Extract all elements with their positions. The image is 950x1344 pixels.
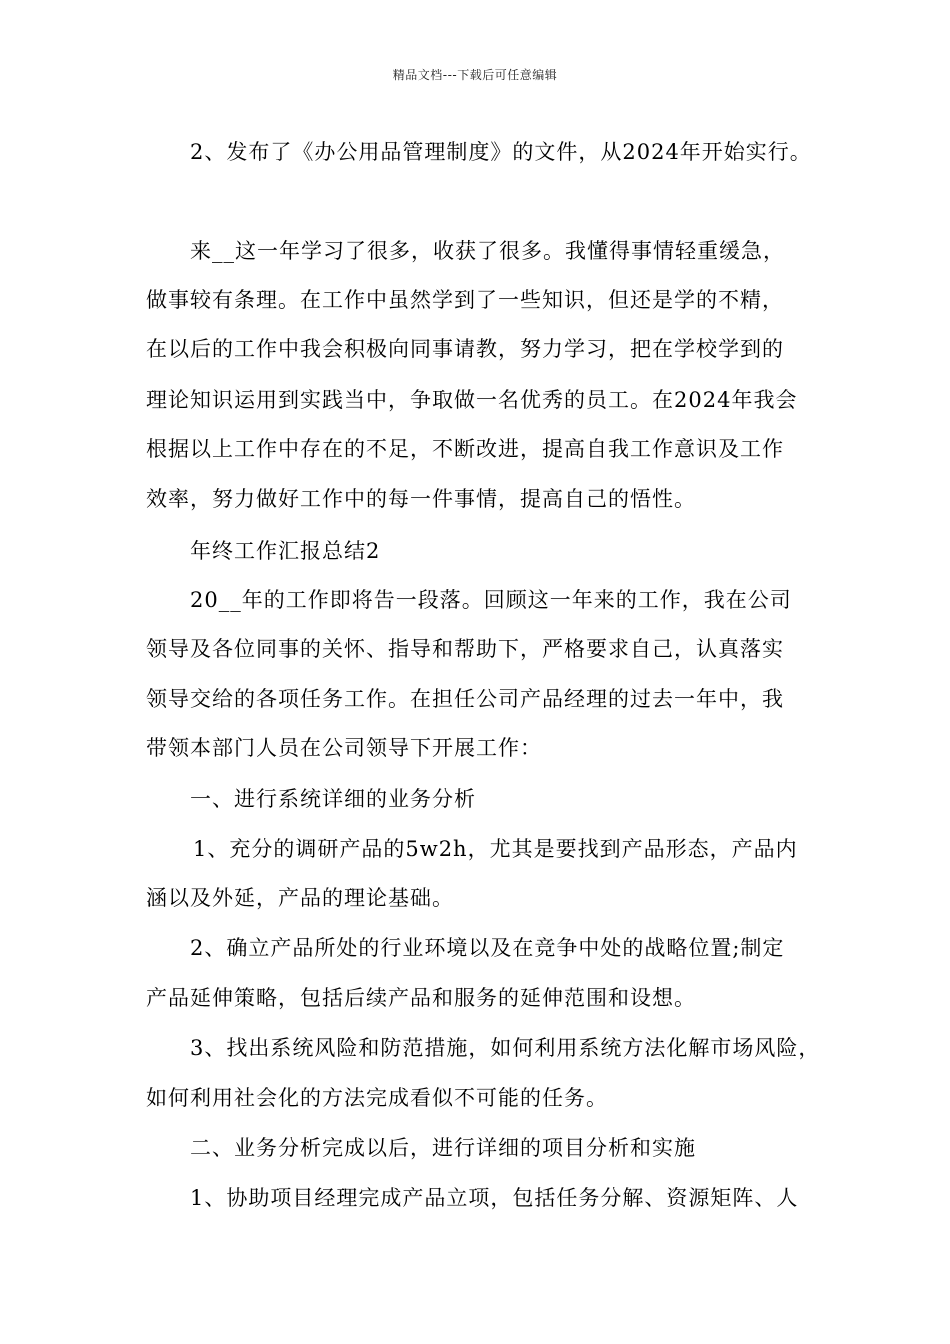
paragraph-line: 来__这一年学习了很多，收获了很多。我懂得事情轻重缓急，: [190, 239, 785, 263]
list-item-continuation: 涵以及外延，产品的理论基础。: [146, 886, 454, 910]
list-item: 1、协助项目经理完成产品立项，包括任务分解、资源矩阵、人: [190, 1186, 799, 1210]
paragraph-line: 20__年的工作即将告一段落。回顾这一年来的工作，我在公司: [190, 588, 792, 612]
list-heading: 二、业务分析完成以后，进行详细的项目分析和实施: [190, 1136, 696, 1160]
paragraph-line: 做事较有条理。在工作中虽然学到了一些知识，但还是学的不精，: [146, 288, 784, 312]
paragraph-line: 效率，努力做好工作中的每一件事情，提高自己的悟性。: [146, 487, 696, 511]
list-item: 3、找出系统风险和防范措施，如何利用系统方法化解市场风险，: [190, 1036, 821, 1060]
paragraph-line: 根据以上工作中存在的不足，不断改进，提高自我工作意识及工作: [146, 437, 784, 461]
paragraph-line: 2、发布了《办公用品管理制度》的文件，从2024年开始实行。: [190, 140, 812, 164]
paragraph-line: 理论知识运用到实践当中，争取做一名优秀的员工。在2024年我会: [146, 388, 798, 412]
section-title: 年终工作汇报总结2: [190, 539, 381, 563]
list-item: 1、充分的调研产品的5w2h，尤其是要找到产品形态，产品内: [193, 837, 798, 861]
paragraph-line: 带领本部门人员在公司领导下开展工作：: [146, 736, 542, 760]
list-heading: 一、进行系统详细的业务分析: [190, 787, 476, 811]
paragraph-line: 在以后的工作中我会积极向同事请教，努力学习，把在学校学到的: [146, 337, 784, 361]
list-item-continuation: 如何利用社会化的方法完成看似不可能的任务。: [146, 1086, 608, 1110]
page-header: 精品文档---下载后可任意编辑: [392, 68, 558, 82]
paragraph-line: 领导交给的各项任务工作。在担任公司产品经理的过去一年中，我: [146, 687, 784, 711]
list-item-continuation: 产品延伸策略，包括后续产品和服务的延伸范围和设想。: [146, 986, 696, 1010]
list-item: 2、确立产品所处的行业环境以及在竞争中处的战略位置;制定: [190, 936, 785, 960]
paragraph-line: 领导及各位同事的关怀、指导和帮助下，严格要求自己，认真落实: [146, 637, 784, 661]
